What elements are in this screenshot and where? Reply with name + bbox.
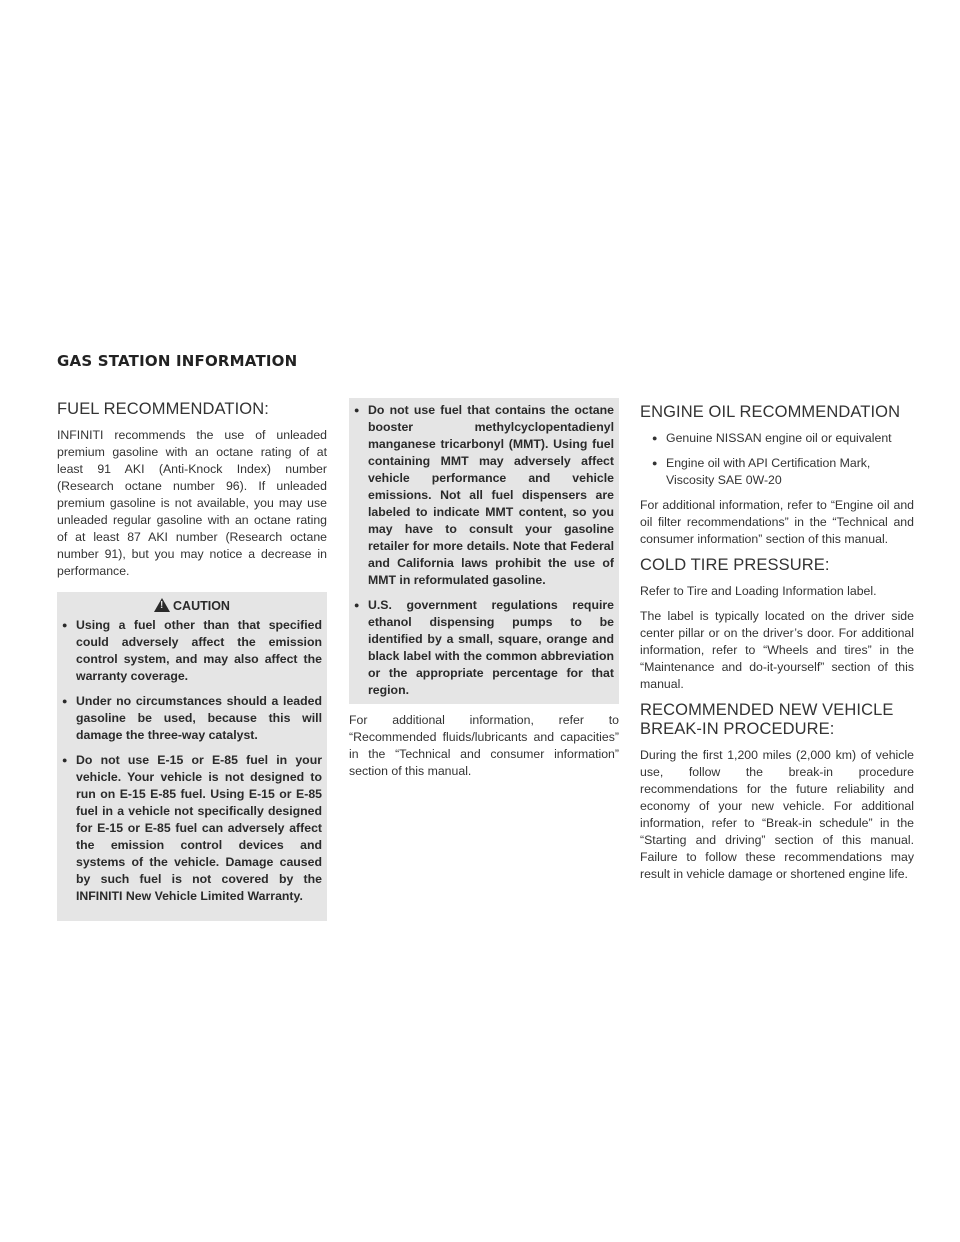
caution-item: ● Using a fuel other than that specified could adversely affect the emission control system, and may also affect the warranty coverage. — [62, 617, 322, 685]
tire-paragraph-2: The label is typically located on the driver side center pillar or on the driver’s door. For additional information, refer to “Wheels and tires” in the “Maintenance and do-it-yourself” section of this manual. — [640, 609, 914, 691]
fuel-paragraph: INFINITI recommends the use of unleaded premium gasoline with an octane rating of at least 91 AKI (Anti-Knock Index) number (Research octane number 96). If unleaded premium gasoline is not available, you may use unleaded regular gasoline with an octane rating of at least 87 AKI number (Research octane number 91), but you may notice a decrease in performance. — [57, 428, 327, 578]
right-column — [640, 403, 914, 891]
caution-label: CAUTION — [173, 599, 230, 613]
engine-oil-paragraph: For additional information, refer to “Engine oil and oil filter recommendations” in the “Technical and consumer information” section of this manual. — [640, 498, 914, 546]
caution-item: ● Do not use fuel that contains the octane booster methylcyclopentadienyl manganese tricarbonyl (MMT). Using fuel containing MMT may adversely affect vehicle performance and vehicle emissions. Not all fuel dispensers are labeled to indicate MMT content, so you may have to consult your gasoline retailer for more details. Note that Federal and California laws prohibit the use of MMT in reformulated gasoline. — [354, 402, 614, 589]
caution-box — [57, 592, 327, 921]
caution-header — [62, 595, 322, 617]
engine-oil-list — [640, 430, 914, 489]
engine-oil-item: ● Genuine NISSAN engine oil or equivalent — [640, 430, 914, 447]
section-title: GAS STATION INFORMATION — [57, 352, 298, 370]
caution-item: ● Do not use E-15 or E-85 fuel in your vehicle. Your vehicle is not designed to run on E-15 E-85 fuel. Using E-15 or E-85 fuel in a vehicle not specifically designed for E-15 or E-85 fuel can adversely affect the emission control devices and systems of the vehicle. Damage caused by such fuel is not covered by the INFINITI New Vehicle Limited Warranty. — [62, 752, 322, 905]
tire-paragraph-1: Refer to Tire and Loading Information label. — [640, 584, 877, 598]
left-column — [57, 400, 327, 921]
engine-oil-heading: ENGINE OIL RECOMMENDATION — [640, 403, 901, 421]
caution-box-continued — [349, 398, 619, 704]
break-in-heading: RECOMMENDED NEW VEHICLE BREAK-IN PROCEDURE: — [640, 701, 894, 738]
fuel-heading: FUEL RECOMMENDATION: — [57, 400, 269, 418]
break-in-paragraph: During the first 1,200 miles (2,000 km) of vehicle use, follow the break-in procedure recommendations for the future reliability and economy of your new vehicle. For additional information, refer to “Break-in schedule” in the “Starting and driving” section of this manual. Failure to follow these recommendations may result in vehicle damage or shortened engine life. — [640, 748, 914, 881]
middle-column — [349, 398, 619, 788]
caution-item: ● U.S. government regulations require ethanol dispensing pumps to be identified by a small, square, orange and black label with the common abbreviation or the appropriate percentage for that region. — [354, 597, 614, 699]
warning-triangle-icon — [154, 598, 170, 612]
caution-list — [62, 617, 322, 905]
fuel-additional-info: For additional information, refer to “Recommended fluids/lubricants and capacities” in the “Technical and consumer information” section of this manual. — [349, 713, 619, 778]
caution-item: ● Under no circumstances should a leaded gasoline be used, because this will damage the three-way catalyst. — [62, 693, 322, 744]
caution-list-continued — [354, 402, 614, 699]
engine-oil-item: ● Engine oil with API Certification Mark, Viscosity SAE 0W-20 — [640, 455, 914, 489]
tire-heading: COLD TIRE PRESSURE: — [640, 556, 830, 574]
